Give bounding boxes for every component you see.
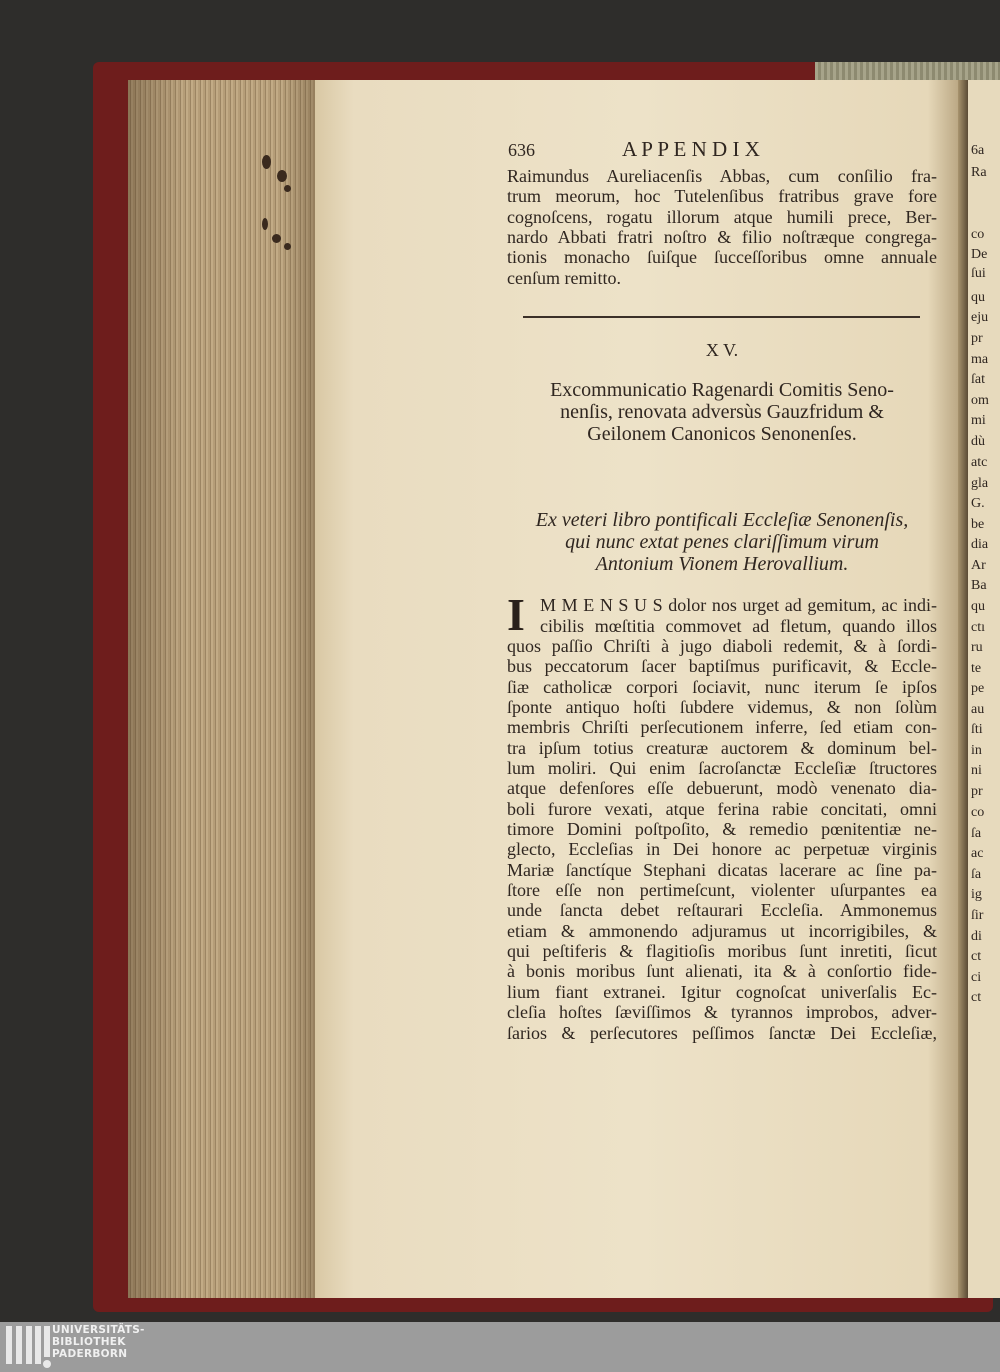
right-page-fragment: ni — [971, 763, 982, 778]
right-page-fragment: au — [971, 702, 985, 717]
paragraph-line: cenſum remitto. — [507, 267, 621, 288]
right-page-fragment: atc — [971, 455, 988, 470]
title-line: Excommunicatio Ragenardi Comitis Seno- — [550, 379, 894, 401]
right-page-fragment: om — [971, 393, 989, 408]
title-line: Geilonem Canonicos Senonenſes. — [587, 423, 857, 445]
body-line: etiam & ammonendo adjuramus ut incorrigibiles, & — [507, 920, 937, 941]
right-page-fragment: ru — [971, 640, 983, 655]
source-line: Ex veteri libro pontificali Eccleſiæ Senonenſis, — [535, 509, 909, 531]
right-page-fragment: ci — [971, 970, 982, 985]
right-page-fragment: ſa — [971, 867, 982, 882]
paragraph-line: nardo Abbati fratri noſtro & filio noſtræque congrega- — [507, 226, 937, 247]
logo-line-3: PADERBORN — [52, 1348, 128, 1360]
source-line: Antonium Vionem Herovallium. — [595, 553, 849, 575]
body-line: unde ſancta debet reſtaurari Eccleſia. Ammonemus — [507, 900, 937, 921]
body-line: glecto, Eccleſias in Dei honore ac perpetuæ virginis — [507, 839, 937, 860]
page-edges — [128, 80, 318, 1298]
body-line: atque defenſores eſſe debuerunt, modò venenato dia- — [507, 778, 937, 799]
right-page-fragment: dia — [971, 537, 989, 552]
right-page-fragment: ſir — [971, 908, 984, 923]
body-line: à bonis moribus ſunt alienati, ita & à conſortio fide- — [507, 961, 937, 982]
stain — [262, 155, 271, 169]
paragraph-line: Raimundus Aureliacenſis Abbas, cum conſilio fra- — [507, 166, 937, 186]
body-line: lum moliri. Qui enim ſacroſanctæ Eccleſiæ ſtructores — [507, 757, 937, 778]
body-line: ſponte antiquo hoſti ſubdere videmus, & non ſolùm — [507, 696, 937, 717]
right-page-fragment: ct — [971, 990, 982, 1005]
body-line: boli furore vexati, atque ferina rabie concitati, omni — [507, 798, 937, 819]
right-page-fragment: ac — [971, 846, 984, 861]
body-line: ſiæ catholicæ corpori ſociavit, nunc iterum ſe ipſos — [507, 676, 937, 697]
drop-cap: I — [507, 589, 525, 640]
right-page-fragment: Ba — [971, 578, 987, 593]
headband — [815, 62, 1000, 80]
paragraph-line: tionis monacho ſuiſque ſucceſſoribus omne annuale — [507, 247, 937, 268]
page-number: 636 — [508, 140, 535, 160]
right-page-fragment: Ar — [971, 558, 986, 573]
paragraph-line: trum meorum, hoc Tutelenſibus fratribus grave fore — [507, 186, 937, 207]
stain — [277, 170, 287, 182]
right-page-fragment: qu — [971, 599, 985, 614]
body-line: qui peſtiferis & flagitioſis moribus ſunt inretiti, ſicut — [507, 941, 937, 962]
right-page-fragment: pr — [971, 784, 983, 799]
right-page-fragment: co — [971, 227, 985, 242]
footer-bar — [0, 1322, 1000, 1372]
body-line: Mariæ ſanctíque Stephani dicatas lacerare ac ſine pa- — [507, 859, 937, 880]
body-line: membris Chriſti perſecutionem inferre, ſed etiam con- — [507, 717, 937, 738]
body-line: cibilis mœſtitia commovet ad fletum, quando illos — [540, 615, 937, 636]
logo-line-1: UNIVERSITÄTS- — [52, 1324, 145, 1336]
right-page-fragment: De — [971, 247, 988, 262]
stain — [284, 243, 291, 250]
right-page-fragment: ſat — [971, 372, 985, 387]
source-line: qui nunc extat penes clariſſimum virum — [565, 531, 879, 553]
right-page-fragment: qu — [971, 290, 985, 305]
right-page-fragment: in — [971, 743, 982, 758]
right-page-fragment: pe — [971, 681, 985, 696]
right-page-fragment: ctı — [971, 620, 985, 635]
body-line: ſarios & perſecutores peſſimos ſanctæ Dei Eccleſiæ, — [507, 1022, 937, 1043]
right-page-fragment: mi — [971, 413, 986, 428]
stain — [272, 234, 281, 243]
body-line: timore Domini poſtpoſito, & remedio pœnitentiæ ne- — [507, 819, 937, 839]
right-page-fragment: dù — [971, 434, 985, 449]
section-number: X V. — [705, 340, 739, 360]
right-page-fragment: 6a — [971, 143, 985, 158]
right-page-fragment: ig — [971, 887, 982, 902]
paragraph-line: cognoſcens, rogatu illorum atque humili prece, Ber- — [507, 206, 937, 227]
right-page-fragment: eju — [971, 310, 989, 325]
title-line: nenſis, renovata adversùs Gauzfridum & — [560, 401, 884, 423]
right-page-fragment: gla — [971, 476, 989, 491]
right-page-fragment: ſa — [971, 826, 982, 841]
gutter — [958, 80, 968, 1298]
right-page-fragment: G. — [971, 496, 985, 511]
right-page-fragment: Ra — [971, 165, 987, 180]
section-divider — [523, 316, 920, 318]
body-line: quos paſſio Chriſti à jugo diaboli redemit, & à ſordi- — [507, 635, 937, 656]
running-title: A P P E N D I X — [622, 137, 760, 161]
logo-line-2: BIBLIOTHEK — [52, 1336, 126, 1348]
right-page-fragment: ma — [971, 352, 989, 367]
right-page-fragment: pr — [971, 331, 983, 346]
body-line: tra ipſum totius creaturæ auctorem & dominum bel- — [507, 737, 937, 758]
stain — [284, 185, 291, 192]
body-line: M M E N S U S dolor nos urget ad gemitum, ac indi- — [540, 595, 937, 615]
right-page-fragment: te — [971, 661, 982, 676]
right-page-fragment: di — [971, 929, 982, 944]
right-page-fragment: co — [971, 805, 985, 820]
body-line: ſtore eſſe non pertimeſcunt, violenter uſurpantes ea — [507, 880, 937, 901]
right-page-fragment: ſti — [971, 722, 983, 737]
body-line: lium fiant extranei. Igitur cognoſcat univerſalis Ec- — [507, 981, 937, 1002]
body-line: bus peccatorum ſacer baptiſmus purificavit, & Eccle- — [507, 656, 937, 677]
right-page-fragment: ct — [971, 949, 982, 964]
stain — [262, 218, 268, 230]
right-page-fragment: be — [971, 517, 985, 532]
right-page-fragment: ſui — [971, 266, 986, 281]
body-line: cleſia hoſtes ſæviſſimos & tyrannos improbos, adver- — [507, 1002, 937, 1023]
